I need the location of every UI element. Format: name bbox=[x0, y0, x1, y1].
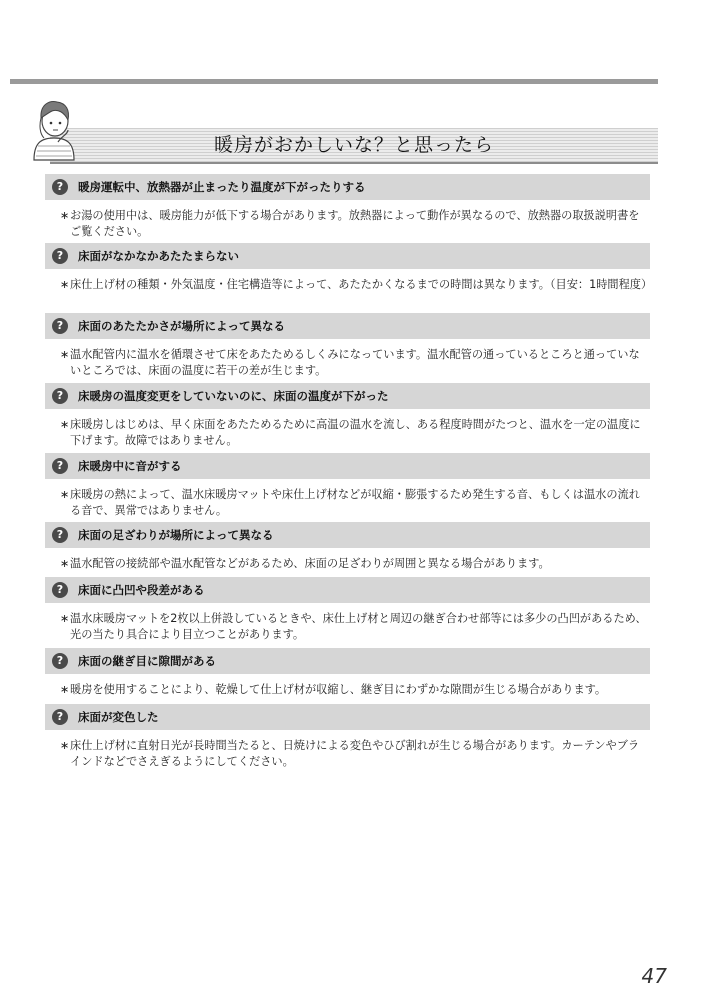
question-icon: ? bbox=[52, 179, 68, 195]
question-icon: ? bbox=[52, 527, 68, 543]
question-text: 床面がなかなかあたたまらない bbox=[78, 249, 239, 263]
question-text: 床面の足ざわりが場所によって異なる bbox=[78, 528, 274, 542]
answer-text: ∗ 暖房を使用することにより、乾燥して仕上げ材が収縮し、継ぎ目にわずかな隙間が生じる場合があります。 bbox=[60, 683, 607, 696]
question-bar bbox=[45, 704, 650, 730]
asterisk-icon: ∗ bbox=[60, 348, 70, 361]
question-icon: ? bbox=[52, 318, 68, 334]
answer-text: ∗ 床暖房の熱によって、温水床暖房マットや床仕上げ材などが収縮・膨張するため発生する音、もしくは温水の流れる音で、異常ではありません。 bbox=[60, 488, 640, 517]
qa-item bbox=[45, 383, 650, 448]
question-icon: ? bbox=[52, 653, 68, 669]
asterisk-icon: ∗ bbox=[60, 278, 70, 291]
qa-item bbox=[45, 313, 650, 378]
question-icon: ? bbox=[52, 388, 68, 404]
question-bar bbox=[45, 243, 650, 269]
question-icon: ? bbox=[52, 709, 68, 725]
question-icon: ? bbox=[52, 582, 68, 598]
question-text: 床面に凸凹や段差がある bbox=[78, 583, 205, 597]
question-bar bbox=[45, 174, 650, 200]
asterisk-icon: ∗ bbox=[60, 557, 70, 570]
top-rule bbox=[10, 79, 658, 84]
question-text: 暖房運転中、放熱器が止まったり温度が下がったりする bbox=[78, 180, 366, 194]
qa-item bbox=[45, 577, 650, 642]
asterisk-icon: ∗ bbox=[60, 209, 70, 222]
answer-text: ∗ お湯の使用中は、暖房能力が低下する場合があります。放熱器によって動作が異なるので、放熱器の取扱説明書をご覧ください。 bbox=[60, 209, 640, 238]
qa-item bbox=[45, 522, 650, 572]
page-title: 暖房がおかしいな？と思ったら bbox=[213, 134, 494, 156]
answer-text: ∗ 温水配管の接続部や温水配管などがあるため、床面の足ざわりが周囲と異なる場合があります。 bbox=[60, 557, 550, 570]
question-text: 床面の継ぎ目に隙間がある bbox=[78, 654, 216, 668]
qa-item bbox=[45, 648, 650, 698]
answer-text: ∗ 床仕上げ材の種類・外気温度・住宅構造等によって、あたたかくなるまでの時間は異なります。（目安：1時間程度） bbox=[60, 278, 653, 291]
question-icon: ? bbox=[52, 458, 68, 474]
question-text: 床暖房中に音がする bbox=[78, 459, 182, 473]
question-bar bbox=[45, 383, 650, 409]
asterisk-icon: ∗ bbox=[60, 418, 70, 431]
qa-item bbox=[45, 704, 650, 769]
question-bar bbox=[45, 577, 650, 603]
qa-item bbox=[45, 174, 650, 239]
asterisk-icon: ∗ bbox=[60, 488, 70, 501]
question-bar bbox=[45, 313, 650, 339]
question-text: 床面が変色した bbox=[78, 710, 159, 724]
question-bar bbox=[45, 648, 650, 674]
question-icon: ? bbox=[52, 248, 68, 264]
asterisk-icon: ∗ bbox=[60, 683, 70, 696]
answer-text: ∗ 温水床暖房マットを2枚以上併設しているときや、床仕上げ材と周辺の継ぎ合わせ部等には多少の凸凹があるため、光の当たり具合により目立つことがあります。 bbox=[60, 612, 647, 641]
page-number: 47 bbox=[641, 964, 667, 988]
answer-text: ∗ 床暖房しはじめは、早く床面をあたためるために高温の温水を流し、ある程度時間がたつと、温水を一定の温度に下げます。故障ではありません。 bbox=[60, 418, 641, 447]
answer-text: ∗ 温水配管内に温水を循環させて床をあたためるしくみになっています。温水配管の通っているところと通っていないところでは、床面の温度に若干の差が生じます。 bbox=[60, 348, 640, 377]
answer-text: ∗ 床仕上げ材に直射日光が長時間当たると、日焼けによる変色やひび割れが生じる場合があります。カーテンやブラインドなどでさえぎるようにしてください。 bbox=[60, 739, 640, 768]
qa-item bbox=[45, 243, 653, 293]
qa-item bbox=[45, 453, 650, 518]
question-text: 床面のあたたかさが場所によって異なる bbox=[78, 319, 285, 333]
question-bar bbox=[45, 522, 650, 548]
question-text: 床暖房の温度変更をしていないのに、床面の温度が下がった bbox=[78, 389, 389, 403]
question-bar bbox=[45, 453, 650, 479]
asterisk-icon: ∗ bbox=[60, 739, 70, 752]
asterisk-icon: ∗ bbox=[60, 612, 70, 625]
